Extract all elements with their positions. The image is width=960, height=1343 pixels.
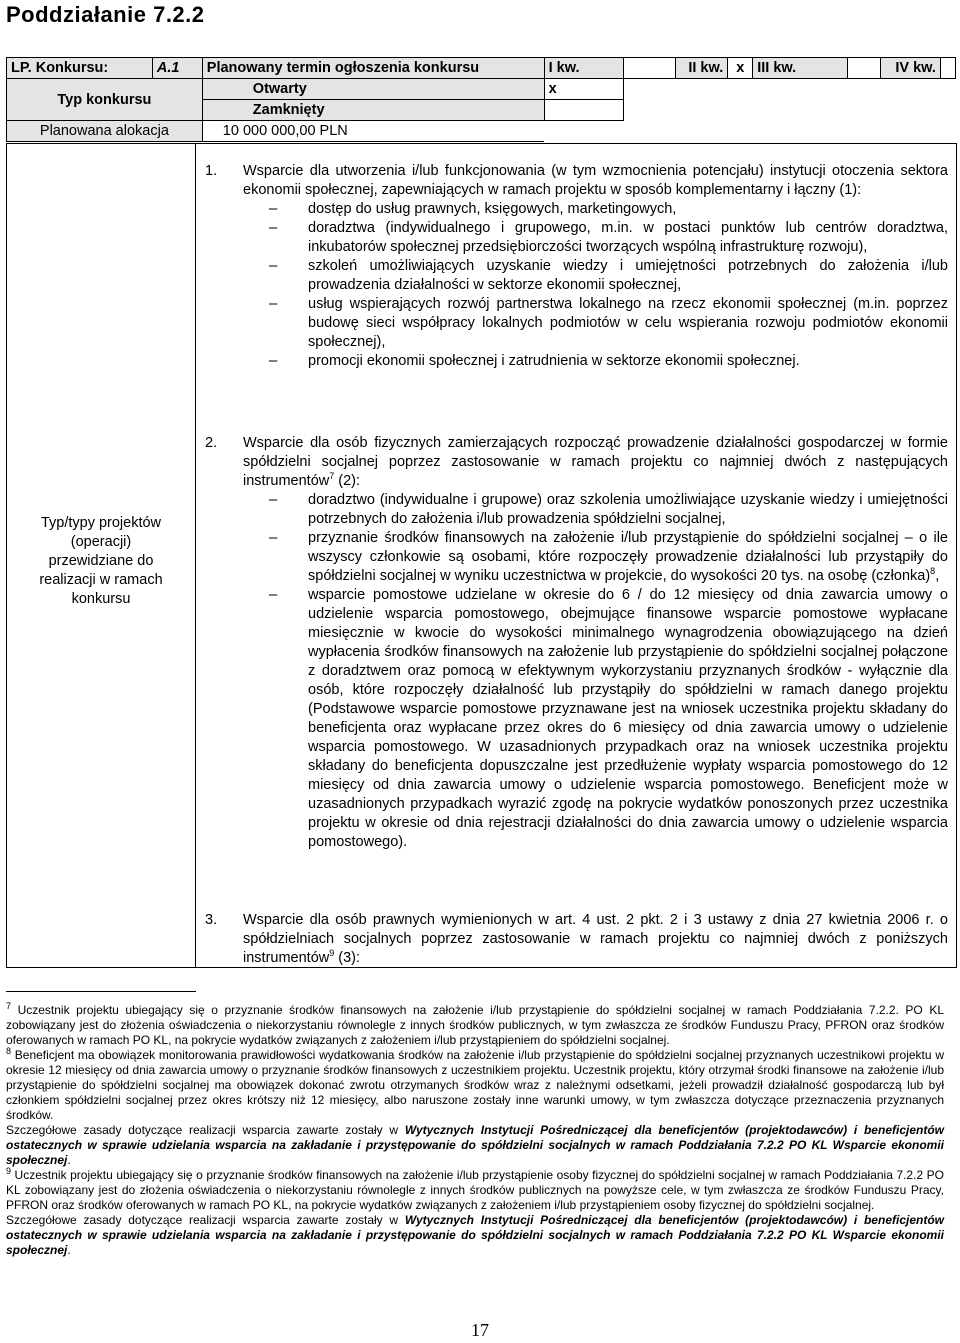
project-types-label: Typ/typy projektów (operacji) przewidziane do realizacji w ramach konkursu [39,515,163,607]
footnote-8-rules-text: Szczegółowe zasady dotyczące realizacji wsparcia zawarte zostały w [6,1123,405,1137]
contest-type-closed: Zamknięty [202,100,544,121]
section-3-title-end: (3): [334,950,361,966]
section-3-title [205,911,948,968]
section-2 [205,434,948,852]
quarter-3-label: III kw. [753,58,848,79]
quarter-3-mark [848,58,881,79]
footnote-7-text: Uczestnik projektu ubiegający się o przyznanie środków finansowych na założenie i/lub przystąpienie do spółdzielni socjalnej w ramach Poddziałania 7.2.2. PO KL zobowiązany jest do złożenia oświadczenia o niekorzystaniu równolegle z innych środków publicznych, w tym zwłaszcza ze środków Funduszu Pracy, PFRON oraz środków oferowanych w ramach PO KL, na pokrycie wydatków związanych z założeniem i/lub przystąpieniem do spółdzielni socjalnej. [6,1003,944,1047]
footnote-8-number: 8 [6,1046,12,1056]
list-item: – dostęp do usług prawnych, księgowych, marketingowych, [205,200,948,219]
footnote-7-number: 7 [6,1001,12,1011]
footnote-9-text: Uczestnik projektu ubiegający się o przyznanie środków finansowych na założenie i/lub przystąpienie osoby fizycznej do spółdzielni socjalnej w ramach Poddziałania 7.2.2 PO KL zobowiązany jest do złożenia oświadczenia o niekorzystaniu równolegle z innych środków publicznych na powyższe cele, w tym zwłaszcza ze środków Funduszu Pracy, PFRON oraz środków oferowanych w ramach PO KL, na pokrycie wydatków związanych z założeniem i/lub przystąpieniem osoby fizycznej do spółdzielni socjalnej. [6,1168,944,1212]
section-1 [205,162,948,371]
list-item-text-end: , [935,568,940,584]
section-2-number: 2. [205,435,218,451]
section-2-title-text: Wsparcie dla osób fizycznych zamierzających rozpocząć prowadzenie działalności gospodarczej w formie spółdzielni socjalnej poprzez zastosowanie w ramach projektu co najmniej dwóch z następujących instrumentów [243,435,948,489]
footnote-9-rules-end: . [67,1243,71,1257]
contest-number-label: LP. Konkursu: [7,58,153,79]
quarter-4-label: IV kw. [880,58,940,79]
quarter-1-mark [624,58,676,79]
page-number: 17 [471,1320,489,1340]
list-item: – doradztwa (indywidualnego i grupowego, m.in. w postaci punktów lub centrów doradztwa, inkubatorów społecznej przedsiębiorczości tworzących wspólną infrastrukturę rozwoju), [205,219,948,257]
contest-type-label: Typ konkursu [7,79,203,121]
section-3 [205,911,948,968]
section-3-title-text: Wsparcie dla osób prawnych wymienionych w art. 4 ust. 2 pkt. 2 i 3 ustawy z dnia 27 kwietnia 2006 r. o spółdzielniach socjalnych poprzez zastosowanie w ramach projektu co najmniej dwóch z poniższych instrumentów [243,912,948,966]
section-2-title [205,434,948,491]
list-item [205,529,948,586]
page-title: Poddziałanie 7.2.2 [6,2,205,27]
section-1-title-text: Wsparcie dla utworzenia i/lub funkcjonowania (w tym wzmocnienia potencjału) instytucji otoczenia sektora ekonomii społecznej, zapewniających w ramach projektu w sposób komplementarny i łączny (1): [243,163,948,198]
allocation-value: 10 000 000,00 PLN [202,121,544,142]
project-types-content [197,144,956,967]
quarter-2-mark: x [728,58,753,79]
footnote-9-rules-text: Szczegółowe zasady dotyczące realizacji wsparcia zawarte zostały w [6,1213,405,1227]
section-3-number: 3. [205,912,218,928]
footnote-separator [6,991,196,992]
footnote-8 [6,1048,944,1123]
guidelines-reference: Wytycznych Instytucji Pośredniczącej dla beneficjentów (projektodawców) i beneficjentów ostatecznych w sprawie udzielania wsparcia na zakładanie i przystępowanie do spółdzielni socjalnych w ramach Poddziałania 7.2.2 PO KL Wsparcie ekonomii społecznej [6,1213,944,1257]
list-item: – szkoleń umożliwiających uzyskanie wiedzy i umiejętności potrzebnych do założenia i/lub prowadzenia działalności w sektorze ekonomii społecznej, [205,257,948,295]
contest-type-closed-mark [544,100,624,121]
footnote-ref-7[interactable]: 7 [329,471,335,482]
section-2-list [205,491,948,852]
quarter-2-label: II kw. [676,58,728,79]
footnote-8-text: Beneficjent ma obowiązek monitorowania prawidłowości wydatkowania środków na założenie i/lub przystąpienie do spółdzielni socjalnej przyznanych uczestnikowi projektu w okresie 12 miesięcy od dnia zawarcia umowy o przyznanie środków finansowych z uczestnikiem projektu. Uczestnik projektu, który otrzymał środki finansowe na założenie i/lub przystąpienie do spółdzielni socjalnej ma obowiązek dokonać zwrotu otrzymanych środków wraz z należnymi odsetkami, jeżeli prowadził działalność gospodarczą lub był członkiem spółdzielni socjalnej przez okres krótszy niż 12 miesięcy, albo naruszone zostały inne warunki umowy, w tym zwłaszcza dotyczące przeznaczenia przyznanych środków. [6,1048,944,1122]
list-item-text: przyznanie środków finansowych na założenie i/lub przystąpienie do spółdzielni socjalnej – o ile wszyscy członkowie są osobami, które rozpoczęły prowadzenie działalności lub przystąpiły do spółdzielni socjalnej w wyniku uczestnictwa w projekcie, do wysokości 20 tys. na osobę (członka) [308,530,948,584]
list-item: – doradztwo (indywidualne i grupowe) oraz szkolenia umożliwiające uzyskanie wiedzy i umiejętności potrzebnych do założenia i/lub prowadzenia spółdzielni socjalnej, [205,491,948,529]
planned-date-label: Planowany termin ogłoszenia konkursu [202,58,544,79]
contest-header-table [6,57,956,142]
footnote-9-number: 9 [6,1166,12,1176]
contest-type-open: Otwarty [202,79,544,100]
contest-type-open-mark: x [544,79,624,100]
quarter-4-mark [940,58,955,79]
footnotes [6,1003,944,1258]
list-item: – wsparcie pomostowe udzielane w okresie do 6 / do 12 miesięcy od dnia zawarcia umowy o udzielenie wsparcia pomostowego, obejmujące finansowe wsparcie pomostowe wypłacane miesięcznie w kwocie do wysokości minimalnego wynagrodzenia obowiązującego na dzień wypłacenia środków finansowych na założenie lub przystąpienie do spółdzielni socjalnej połączone z doradztwem oraz pomocą w efektywnym wykorzystaniu przyznanych środków - wyłącznie dla osób, które rozpoczęły działalność lub przystąpiły do spółdzielni w ramach danego projektu (Podstawowe wsparcie pomostowe przyznawane jest na wniosek uczestnika projektu składany do beneficjenta oraz wypłacane przez okres do 6 miesięcy od dnia zawarcia umowy o udzielenie wsparcia pomostowego. W uzasadnionych przypadkach oraz na wniosek uczestnika projektu składany do beneficjenta dopuszczalne jest przedłużenie wypłaty wsparcia pomostowego do 12 miesięcy od dnia zawarcia umowy o udzielenie wsparcia pomostowego. Beneficjent może w uzasadnionych przypadkach wyrazić zgodę na pokrycie wydatków ponoszonych przez uczestnika projektu w okresie od dnia rejestracji działalności do dnia zawarcia umowy o udzielenie wsparcia pomostowego). [205,586,948,852]
project-types-table [6,143,957,968]
footnote-8-rules-end: . [67,1153,71,1167]
list-item: – usług wspierających rozwój partnerstwa lokalnego na rzecz ekonomii społecznej (m.in. poprzez budowę sieci współpracy lokalnych podmiotów w celu wspierania rozwoju podmiotów ekonomii społecznej), [205,295,948,352]
section-2-title-end: (2): [334,473,361,489]
footnote-9-rules [6,1213,944,1258]
list-item: – promocji ekonomii społecznej i zatrudnienia w sektorze ekonomii społecznej. [205,352,948,371]
footnote-ref-9[interactable]: 9 [329,948,335,959]
project-types-label-cell [7,144,196,967]
allocation-label: Planowana alokacja [7,121,203,142]
footnote-7 [6,1003,944,1048]
footnote-8-rules [6,1123,944,1168]
quarter-1-label: I kw. [544,58,624,79]
footnote-9 [6,1168,944,1213]
guidelines-reference: Wytycznych Instytucji Pośredniczącej dla beneficjentów (projektodawców) i beneficjentów ostatecznych w sprawie udzielania wsparcia na zakładanie i przystępowanie do spółdzielni socjalnych w ramach Poddziałania 7.2.2 PO KL Wsparcie ekonomii społecznej [6,1123,944,1167]
section-1-list [205,200,948,371]
footnote-ref-8[interactable]: 8 [930,566,936,577]
contest-number-value: A.1 [152,58,202,79]
section-1-number: 1. [205,163,218,179]
section-1-title [205,162,948,200]
